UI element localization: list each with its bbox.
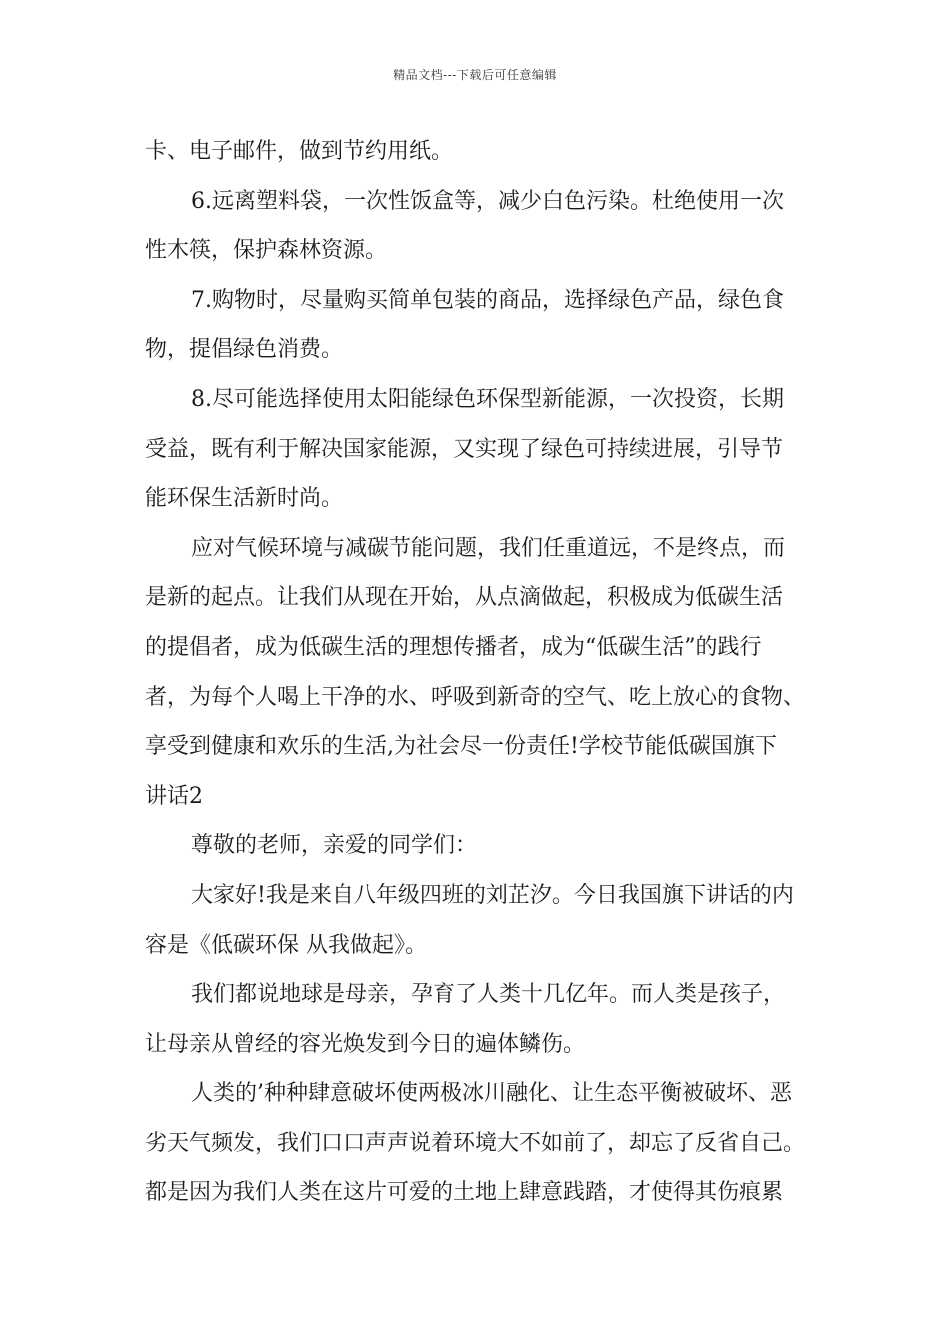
text-line: 能环保生活新时尚。 [145,486,344,512]
paragraph [145,524,825,822]
document-body [145,127,825,1218]
text-line: 都是因为我们人类在这片可爱的土地上肆意践踏，才使得其伤痕累 [145,1180,784,1206]
text-line: 我们都说地球是母亲，孕育了人类十几亿年。而人类是孩子， [191,982,786,1008]
text-line: 受益，既有利于解决国家能源，又实现了绿色可持续进展，引导节 [145,436,784,462]
text-line: 尊敬的老师，亲爱的同学们： [191,833,478,859]
text-line: 劣天气频发，我们口口声声说着环境大不如前了，却忘了反省自己。 [145,1130,806,1156]
text-line: 7.购物时，尽量购买简单包装的商品，选择绿色产品，绿色食 [191,287,784,313]
text-line: 让母亲从曾经的容光焕发到今日的遍体鳞伤。 [145,1031,586,1057]
text-line: 8.尽可能选择使用太阳能绿色环保型新能源，一次投资，长期 [191,386,784,412]
paragraph [145,375,825,524]
paragraph [145,821,825,871]
text-line: 讲话2 [145,783,203,809]
text-line: 是新的起点。让我们从现在开始，从点滴做起，积极成为低碳生活 [145,585,784,611]
text-line: 享受到健康和欢乐的生活,为社会尽一份责任!学校节能低碳国旗下 [145,734,777,760]
paragraph [145,127,825,177]
text-line: 性木筷，保护森林资源。 [145,238,388,264]
paragraph [145,1069,825,1218]
paragraph [145,177,825,276]
text-line: 容是《低碳环保 从我做起》。 [145,932,427,958]
text-line: 的提倡者，成为低碳生活的理想传播者，成为“低碳生活”的践行 [145,634,762,660]
text-line: 物，提倡绿色消费。 [145,337,344,363]
text-line: 卡、电子邮件，做到节约用纸。 [145,139,454,164]
page-header: 精品文档---下载后可任意编辑 [393,68,557,82]
text-line: 大家好!我是来自八年级四班的刘芷汐。今日我国旗下讲话的内 [191,882,794,908]
text-line: 应对气候环境与减碳节能问题，我们任重道远，不是终点，而 [191,535,786,561]
paragraph [145,871,825,970]
paragraph [145,970,825,1069]
text-line: 人类的’种种肆意破坏使两极冰川融化、让生态平衡被破坏、恶 [191,1081,792,1107]
text-line: 6.远离塑料袋，一次性饭盒等，减少白色污染。杜绝使用一次 [191,188,784,214]
text-line: 者，为每个人喝上干净的水、呼吸到新奇的空气、吃上放心的食物、 [145,684,806,710]
paragraph [145,276,825,375]
